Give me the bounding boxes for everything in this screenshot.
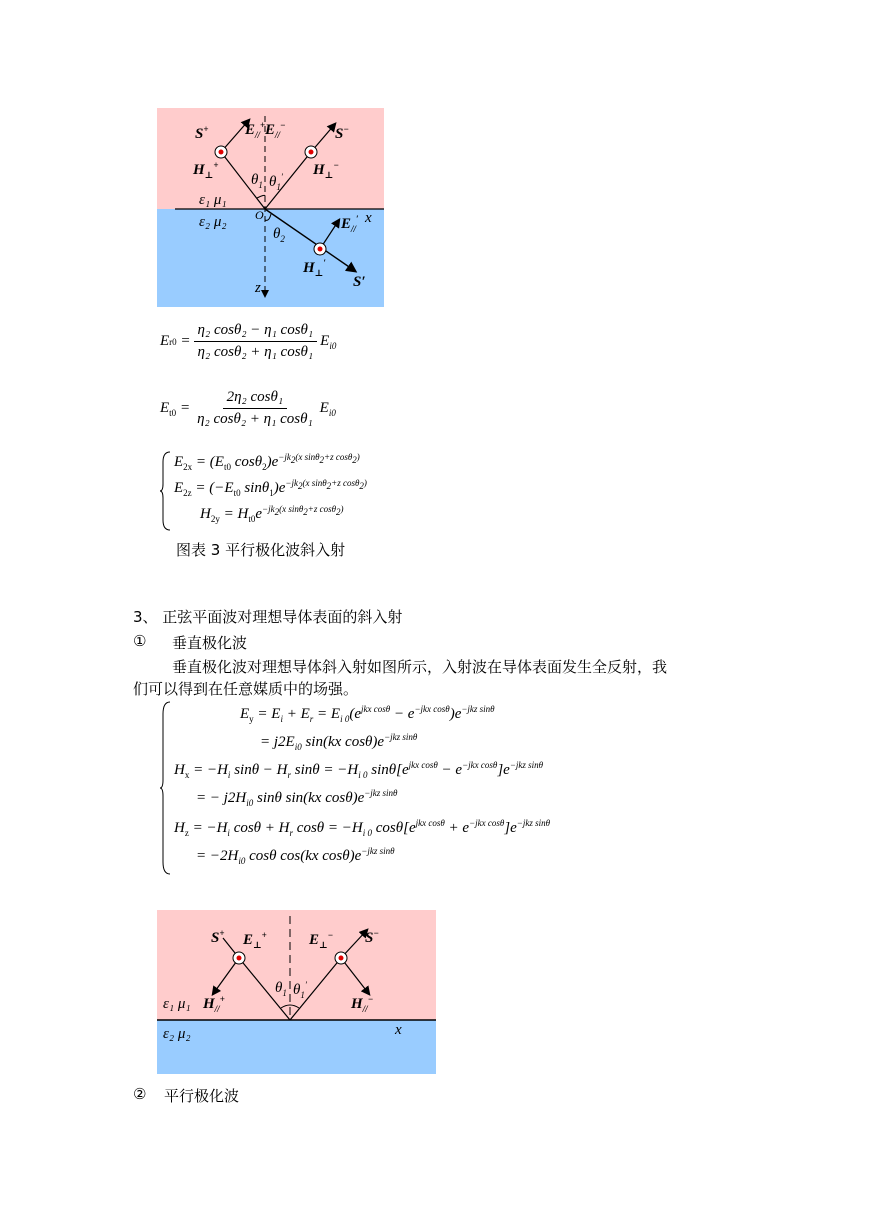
label-theta1: $\theta_1$ bbox=[251, 172, 263, 190]
label-h-t: $H_\perp'$ bbox=[303, 258, 326, 278]
equation-system-conductor: $E_y = E_i + E_r = E_{i 0}(e^{jkx cos\theta} - e^{-jkx cos\theta})e^{-jkz sin\theta}$ = $j2E_{i0}$ sin(kx $\cos\theta)e^{-jkz sin\theta}$ $H_x = -H_i$ $\sin\theta - H_r$ $\sin\theta = -H_{i 0}$ $\sin\theta[e^{jkx cos\theta} - e^{-jkx cos\theta}]e^{-jkz sin\theta}$ = − $j2H_{i0}$ sinθ sin(kx $\cos\theta)e^{-jkz sin\theta}$ $H_z = -H_i$ $\cos\theta + H_r$ $\cos\theta = -H_{i 0}$ $\cos\theta[e^{jkx cos\theta} + e^{-jkx cos\theta}]e^{-jkz sin\theta}$ = $-2H_{i0}$ cosθ cos(kx $\cos\theta)e^{-jkz sin\theta}$ bbox=[160, 700, 630, 876]
label-origin: O bbox=[255, 208, 264, 222]
label-eps2mu2: ε₂ μ₂ bbox=[199, 214, 227, 230]
label-s-plus: S+ bbox=[211, 928, 225, 946]
figure-caption: 图表 3 平行极化波斜入射 bbox=[176, 541, 346, 559]
label-h-plus: $H_\perp^+$ bbox=[193, 160, 219, 180]
figure-parallel-polarization-dielectric bbox=[157, 108, 384, 307]
medium1-region bbox=[157, 910, 436, 1020]
label-theta1p: $\theta_1'$ bbox=[293, 980, 307, 1000]
label-e-perp-minus: $E_\perp^-$ bbox=[309, 930, 334, 950]
label-x-axis: x bbox=[365, 210, 372, 226]
et0-numerator: 2η₂ cosθ₁ bbox=[223, 389, 287, 409]
label-h-par-minus: $H_{//}^-$ bbox=[351, 994, 374, 1014]
er0-numerator: η₂ cosθ₂ − η₁ cosθ₁ bbox=[194, 322, 318, 342]
equation-et0: $E_{t0}$ = $\frac{\text{2η₂ cosθ₁}}{\text{η₂ cosθ₂ + η₁ cosθ₁}}$ $E_{i0}$ bbox=[160, 389, 336, 427]
label-theta1: $\theta_1$ bbox=[275, 980, 287, 998]
label-theta1p: $\theta_1'$ bbox=[269, 172, 283, 192]
figure-perpendicular-polarization-conductor bbox=[157, 910, 436, 1074]
label-h-par-plus: $H_{//}^+$ bbox=[203, 994, 225, 1014]
label-h-minus: $H_\perp^-$ bbox=[313, 160, 339, 180]
label-theta2: $\theta_2$ bbox=[273, 226, 285, 244]
label-eps2mu2: ε₂ μ₂ bbox=[163, 1026, 191, 1042]
label-s-t: S′ bbox=[353, 274, 366, 290]
er0-denominator: η₂ cosθ₂ + η₁ cosθ₁ bbox=[197, 344, 314, 360]
label-e-perp-plus: $E_\perp^+$ bbox=[243, 930, 267, 950]
item1-title: 垂直极化波 bbox=[172, 634, 248, 652]
item1-marker: ① bbox=[133, 632, 147, 650]
label-s-minus: S− bbox=[335, 124, 349, 142]
label-s-minus: S− bbox=[365, 928, 379, 946]
label-s-plus: S+ bbox=[195, 124, 209, 142]
label-eps1mu1: ε₁ μ₁ bbox=[163, 996, 191, 1012]
label-x-axis: x bbox=[395, 1022, 402, 1038]
equation-er0: E r0 = $\frac{\text{η₂ cosθ₂ − η₁ cosθ₁}}{\text{η₂ cosθ₂ + η₁ cosθ₁}}$ $E_{i0}$ bbox=[160, 322, 337, 360]
paragraph-line1: 垂直极化波对理想导体斜入射如图所示，入射波在导体表面发生全反射，我 bbox=[172, 658, 668, 676]
label-z-axis: z bbox=[255, 280, 261, 296]
label-e-par-plus: $E_{//}^+$ bbox=[245, 120, 266, 140]
label-e-par-minus: $E_{//}^-$ bbox=[265, 120, 286, 140]
item2-title: 平行极化波 bbox=[164, 1087, 240, 1105]
label-e-par-t: $E_{//}'$ bbox=[341, 214, 359, 234]
item2-marker: ② bbox=[133, 1085, 147, 1103]
label-eps1mu1: ε₁ μ₁ bbox=[199, 192, 227, 208]
section-heading: 3、 正弦平面波对理想导体表面的斜入射 bbox=[133, 608, 403, 626]
paragraph-line2: 们可以得到在任意媒质中的场强。 bbox=[133, 680, 359, 698]
et0-denominator: η₂ cosθ₂ + η₁ cosθ₁ bbox=[197, 411, 313, 427]
equation-system-transmitted: $E_{2x} = (E_{t0}$ $\cos\theta_2)e^{-jk_2(x sin\theta_2+z cos\theta_2)}$ $E_{2z} = (-E_{t0}$ $\sin\theta_1)e^{-jk_2(x sin\theta_2+z cos\theta_2)}$ $H_{2y} = H_{t0}e^{-jk_2(x sin\theta_2+z cos\theta_2)}$ bbox=[160, 450, 420, 532]
